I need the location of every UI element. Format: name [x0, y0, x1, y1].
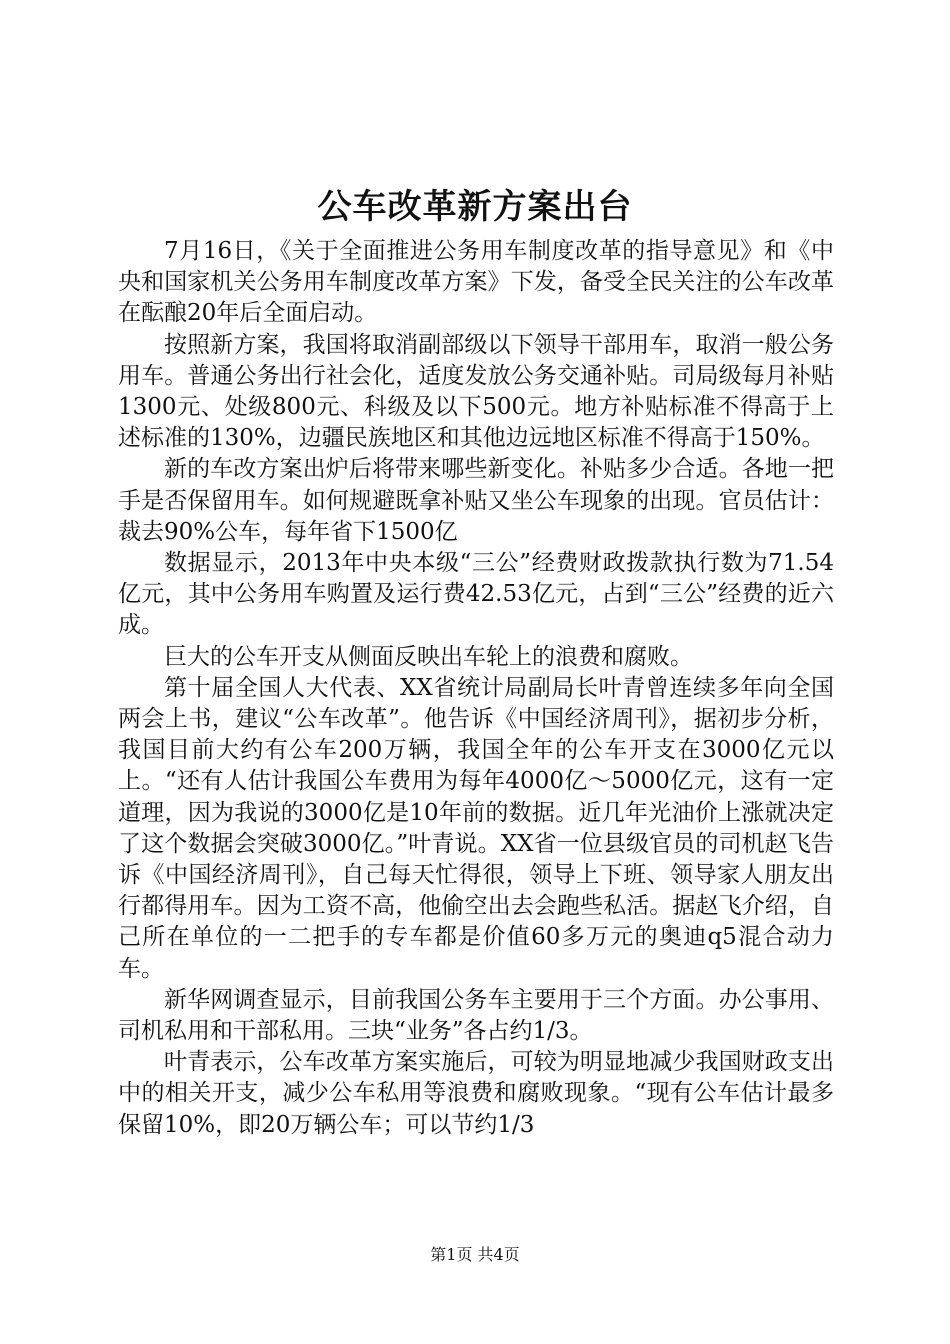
- page-footer: [0, 1244, 950, 1266]
- document-title: 公车改革新方案出台: [317, 187, 633, 227]
- paragraph-8: 叶青表示，公车改革方案实施后，可较为明显地减少我国财政支出中的相关开支，减少公车私用等浪费和腐败现象。“现有公车估计最多保留10%，即20万辆公车；可以节约1/3: [118, 1049, 834, 1138]
- paragraph-3: 新的车改方案出炉后将带来哪些新变化。补贴多少合适。各地一把手是否保留用车。如何规避既拿补贴又坐公车现象的出现。官员估计：裁去90%公车，每年省下1500亿: [118, 456, 834, 545]
- document-body: [118, 236, 834, 1141]
- paragraph-7: 新华网调查显示，目前我国公务车主要用于三个方面。办公事用、司机私用和干部私用。三块“业务”各占约1/3。: [118, 986, 834, 1045]
- paragraph-1: 7月16日，《关于全面推进公务用车制度改革的指导意见》和《中央和国家机关公务用车制度改革方案》下发，备受全民关注的公车改革在酝酿20年后全面启动。: [118, 238, 834, 327]
- paragraph-5: 巨大的公车开支从侧面反映出车轮上的浪费和腐败。: [164, 643, 693, 670]
- paragraph-6: 第十届全国人大代表、XX省统计局副局长叶青曾连续多年向全国两会上书，建议“公车改革”。他告诉《中国经济周刊》，据初步分析，我国目前大约有公车200万辆，我国全年的公车开支在3000亿元以上。“还有人估计我国公车费用为每年4000亿～5000亿元，这有一定道理，因为我说的3000亿是10年前的数据。近几年光油价上涨就决定了这个数据会突破3000亿。”叶青说。XX省一位县级官员的司机赵飞告诉《中国经济周刊》，自己每天忙得很，领导上下班、领导家人朋友出行都得用车。因为工资不高，他偷空出去会跑些私活。据赵飞介绍，自己所在单位的一二把手的专车都是价值60多万元的奥迪q5混合动力车。: [118, 674, 834, 982]
- page-number-total: 共4页: [477, 1245, 520, 1264]
- paragraph-4: 数据显示，2013年中央本级“三公”经费财政拨款执行数为71.54亿元，其中公务用车购置及运行费42.53亿元，占到“三公”经费的近六成。: [118, 550, 834, 639]
- page-number-current: 第1页: [430, 1245, 473, 1264]
- paragraph-2: 按照新方案，我国将取消副部级以下领导干部用车，取消一般公务用车。普通公务出行社会化，适度发放公务交通补贴。司局级每月补贴1300元、处级800元、科级及以下500元。地方补贴标准不得高于上述标准的130%，边疆民族地区和其他边远地区标准不得高于150%。: [118, 331, 834, 452]
